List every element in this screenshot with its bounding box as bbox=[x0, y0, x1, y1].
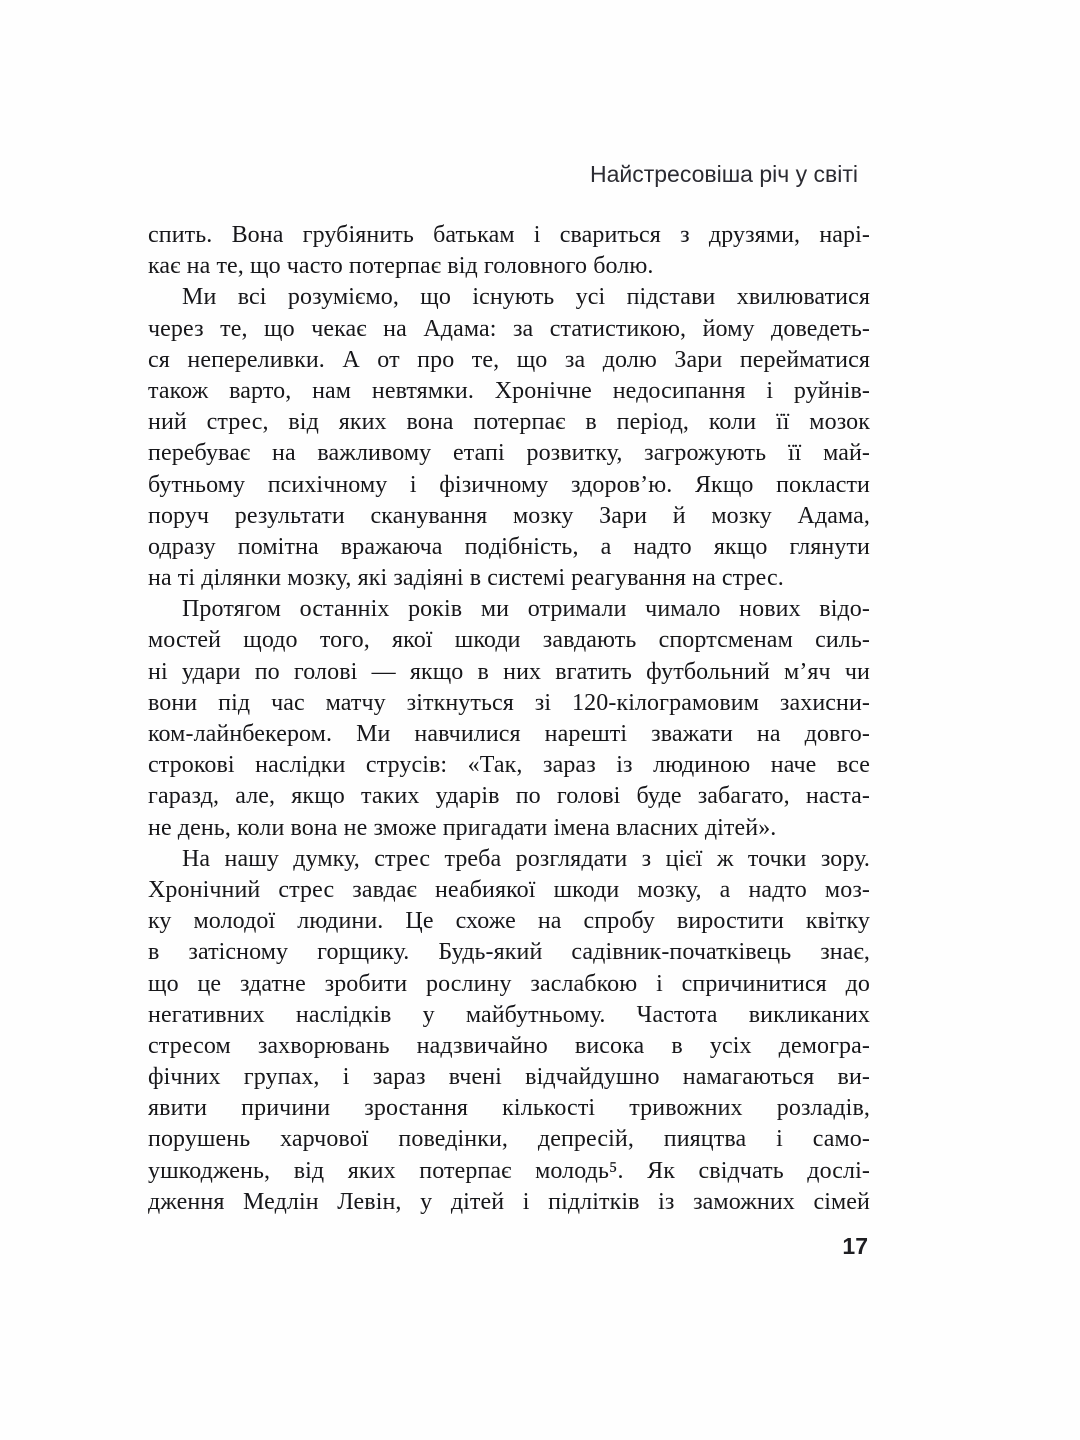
text-line: строкові наслідки струсів: «Так, зараз із людиною наче все bbox=[148, 752, 870, 779]
text-line: ком-лайнбекером. Ми навчилися нарешті зважати на довго- bbox=[148, 721, 870, 747]
text-line: ний стрес, від яких вона потерпає в період, коли її мозок bbox=[148, 409, 870, 436]
text-line: ні удари по голові — якщо в них вгатить футбольний м’яч чи bbox=[148, 658, 870, 685]
text-line: Хронічний стрес завдає неабиякої шкоди мозку, а надто моз- bbox=[148, 876, 870, 903]
text-line: на ті ділянки мозку, які задіяні в системі реагування на стрес. bbox=[148, 565, 784, 592]
text-line: мостей щодо того, якої шкоди завдають спортсменам силь- bbox=[148, 627, 870, 654]
text-line: дження Медлін Левін, у дітей і підлітків із заможних сімей bbox=[148, 1188, 870, 1215]
text-line: На нашу думку, стрес треба розглядати з цієї ж точки зору. bbox=[182, 845, 870, 872]
page-number: 17 bbox=[842, 1233, 868, 1259]
page-body bbox=[148, 220, 870, 1218]
text-line: вони під час матчу зіткнуться зі 120-кілограмовим захисни- bbox=[148, 689, 870, 716]
text-line: ку молодої людини. Це схоже на спробу виростити квітку bbox=[148, 908, 870, 935]
text-line: одразу помітна вражаюча подібність, а надто якщо глянути bbox=[148, 533, 870, 560]
text-line: негативних наслідків у майбутньому. Частота викликаних bbox=[148, 1001, 870, 1028]
text-line: порушень харчової поведінки, депресій, пияцтва і само- bbox=[148, 1126, 870, 1153]
text-line: гаразд, але, якщо таких ударів по голові буде забагато, наста- bbox=[148, 783, 870, 810]
text-line: що це здатне зробити рослину заслабкою і спричинитися до bbox=[148, 970, 870, 997]
text-line: стресом захворювань надзвичайно висока в усіх демогра- bbox=[148, 1032, 870, 1059]
text-line: Ми всі розуміємо, що існують усі підстави хвилюватися bbox=[182, 284, 870, 311]
text-line: ся непереливки. А от про те, що за долю Зари перейматися bbox=[148, 346, 870, 373]
text-line: Протягом останніх років ми отримали чимало нових відо- bbox=[182, 596, 870, 623]
text-line: ушкоджень, від яких потерпає молодь⁵. Як свідчать дослі- bbox=[148, 1157, 870, 1184]
running-head: Найстресовіша річ у світі bbox=[589, 161, 858, 187]
text-line: в затісному горщику. Будь-який садівник-початківець знає, bbox=[148, 939, 870, 966]
text-line: поруч результати сканування мозку Зари й мозку Адама, bbox=[148, 502, 870, 529]
text-line: перебуває на важливому етапі розвитку, загрожують її май- bbox=[148, 440, 870, 467]
text-line: також варто, нам невтямки. Хронічне недосипання і руйнів- bbox=[148, 377, 870, 404]
text-line: фічних групах, і зараз вчені відчайдушно намагаються ви- bbox=[148, 1064, 870, 1091]
text-line: не день, коли вона не зможе пригадати імена власних дітей». bbox=[148, 814, 777, 841]
text-line: бутньому психічному і фізичному здоров’ю. Якщо покласти bbox=[148, 471, 870, 498]
text-line: явити причини зростання кількості тривожних розладів, bbox=[148, 1095, 870, 1122]
text-line: кає на те, що часто потерпає від головного болю. bbox=[148, 253, 654, 280]
text-line: спить. Вона грубіянить батькам і свариться з друзями, нарі- bbox=[148, 222, 870, 248]
text-line: через те, що чекає на Адама: за статистикою, йому доведеть- bbox=[148, 315, 870, 342]
